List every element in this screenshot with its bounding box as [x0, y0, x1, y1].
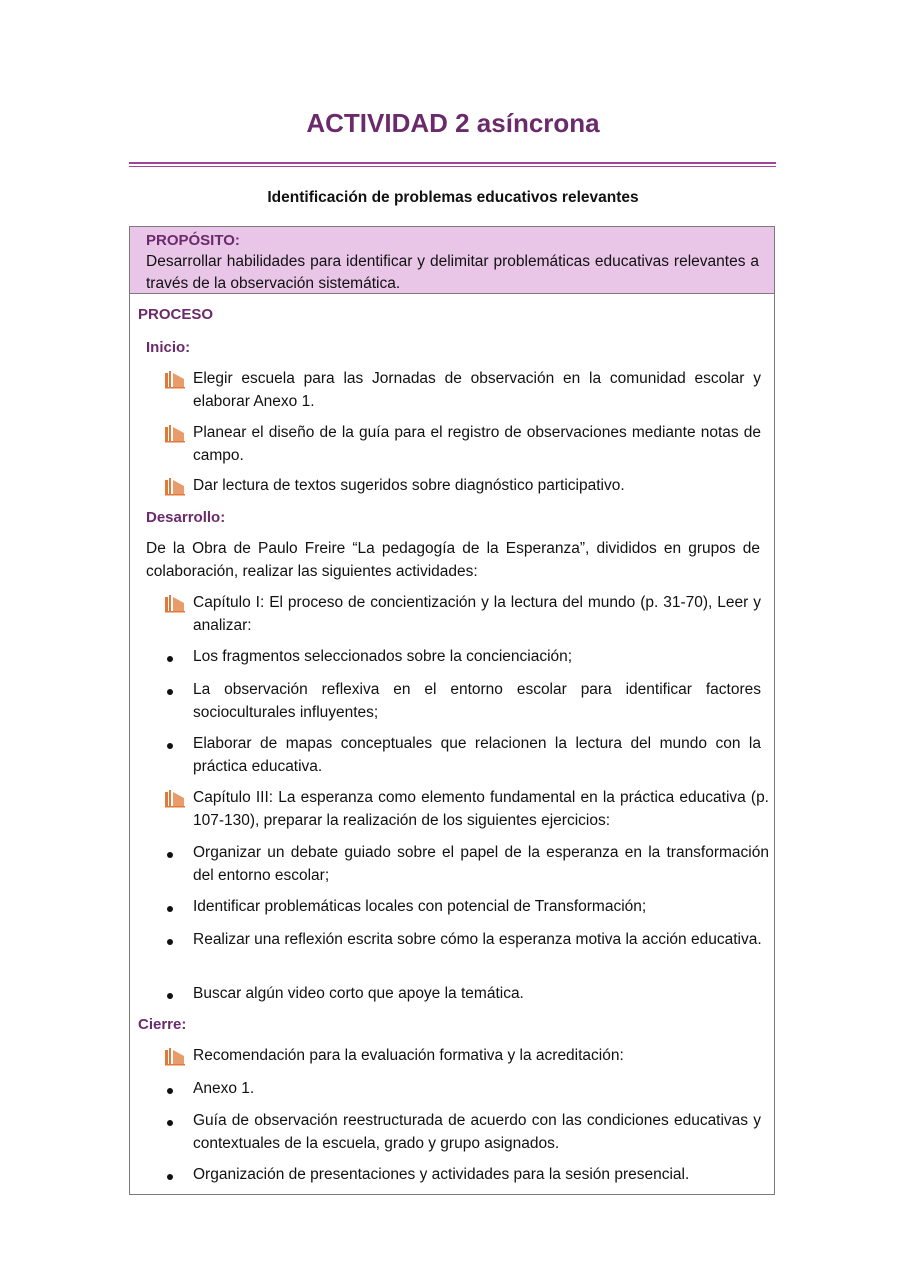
bullet-dot-icon: [167, 1088, 173, 1094]
bullet-dot-icon: [167, 689, 173, 695]
desarrollo-intro: De la Obra de Paulo Freire “La pedagogía de la Esperanza”, divididos en grupos de colaboración, realizar las siguientes actividades:: [146, 540, 760, 580]
bullet-dot-icon: [167, 656, 173, 662]
bullet-item-text: Anexo 1.: [193, 1080, 255, 1097]
purpose-section: [130, 227, 774, 294]
bullet-item-text: Guía de observación reestructurada de acuerdo con las condiciones educativas y contextuales de la escuela, grado y grupo asignados.: [193, 1112, 761, 1152]
bullet-item-text: Los fragmentos seleccionados sobre la concienciación;: [193, 648, 573, 665]
bullet-dot-icon: [167, 743, 173, 749]
bullet-item-text: Realizar una reflexión escrita sobre cómo la esperanza motiva la acción educativa.: [193, 931, 762, 948]
book-marker-icon: [164, 370, 186, 390]
bullet-item-text: Organización de presentaciones y actividades para la sesión presencial.: [193, 1166, 690, 1183]
process-label: PROCESO: [138, 306, 214, 323]
bullet-dot-icon: [167, 939, 173, 945]
bullet-item-text: Elaborar de mapas conceptuales que relacionen la lectura del mundo con la práctica educativa.: [193, 735, 761, 775]
bullet-dot-icon: [167, 993, 173, 999]
activity-table: [129, 226, 775, 1195]
book-marker-icon: [164, 594, 186, 614]
title-divider: [129, 162, 776, 164]
bullet-dot-icon: [167, 906, 173, 912]
bullet-item-text: Buscar algún video corto que apoye la temática.: [193, 985, 524, 1002]
book-marker-icon: [164, 424, 186, 444]
inicio-label: Inicio:: [146, 339, 191, 356]
book-marker-icon: [164, 789, 186, 809]
bullet-item-text: Identificar problemáticas locales con potencial de Transformación;: [193, 898, 647, 915]
purpose-label: PROPÓSITO:: [146, 232, 240, 249]
list-item-text: Capítulo III: La esperanza como elemento fundamental en la práctica educativa (p. 107-130), preparar la realización de los siguientes ejercicios:: [193, 789, 769, 829]
activity-subtitle: Identificación de problemas educativos relevantes: [267, 189, 639, 206]
bullet-dot-icon: [167, 1174, 173, 1180]
cierre-label: Cierre:: [138, 1016, 187, 1033]
list-item-text: Capítulo I: El proceso de concientización y la lectura del mundo (p. 31-70), Leer y analizar:: [193, 594, 761, 634]
title-divider-thin: [129, 166, 776, 167]
book-marker-icon: [164, 477, 186, 497]
bullet-dot-icon: [167, 852, 173, 858]
desarrollo-label: Desarrollo:: [146, 509, 226, 526]
bullet-item-text: Organizar un debate guiado sobre el papel de la esperanza en la transformación del entorno escolar;: [193, 844, 769, 884]
list-item-text: Dar lectura de textos sugeridos sobre diagnóstico participativo.: [193, 477, 625, 494]
page-title: ACTIVIDAD 2 asíncrona: [306, 108, 600, 138]
list-item-text: Elegir escuela para las Jornadas de observación en la comunidad escolar y elaborar Anexo 1.: [193, 370, 761, 410]
book-marker-icon: [164, 1047, 186, 1067]
bullet-item-text: La observación reflexiva en el entorno escolar para identificar factores socioculturales influyentes;: [193, 681, 761, 721]
list-item-text: Planear el diseño de la guía para el registro de observaciones mediante notas de campo.: [193, 424, 761, 464]
purpose-text: Desarrollar habilidades para identificar y delimitar problemáticas educativas relevantes a través de la observación sistemática.: [146, 253, 759, 292]
list-item-text: Recomendación para la evaluación formativa y la acreditación:: [193, 1047, 624, 1064]
bullet-dot-icon: [167, 1120, 173, 1126]
